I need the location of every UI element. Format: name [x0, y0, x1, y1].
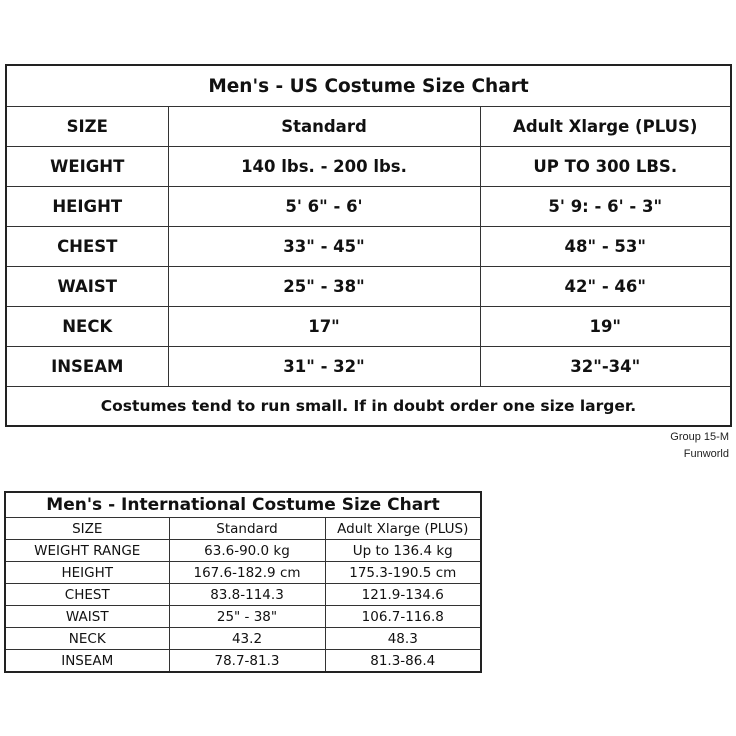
standard-value: 167.6-182.9 cm	[169, 562, 325, 584]
standard-value: 25" - 38"	[169, 606, 325, 628]
intl-size-chart-table	[4, 491, 482, 673]
standard-value: 83.8-114.3	[169, 584, 325, 606]
table-row	[5, 540, 481, 562]
row-label: CHEST	[6, 227, 168, 267]
standard-value: 31" - 32"	[168, 347, 480, 387]
plus-value: 5' 9: - 6' - 3"	[480, 187, 731, 227]
row-label: INSEAM	[5, 650, 169, 673]
row-label: HEIGHT	[6, 187, 168, 227]
plus-value: 32"-34"	[480, 347, 731, 387]
us-chart-note: Costumes tend to run small. If in doubt order one size larger.	[6, 387, 731, 427]
standard-value: 43.2	[169, 628, 325, 650]
standard-value: 33" - 45"	[168, 227, 480, 267]
table-row	[5, 628, 481, 650]
row-label: HEIGHT	[5, 562, 169, 584]
us-header-row	[6, 107, 731, 147]
intl-chart-title: Men's - International Costume Size Chart	[5, 492, 481, 518]
table-row	[5, 650, 481, 673]
plus-value: 106.7-116.8	[325, 606, 481, 628]
standard-value: 25" - 38"	[168, 267, 480, 307]
row-label: CHEST	[5, 584, 169, 606]
plus-value: UP TO 300 LBS.	[480, 147, 731, 187]
credit-brand: Funworld	[683, 448, 729, 460]
table-row	[5, 606, 481, 628]
us-chart-title: Men's - US Costume Size Chart	[6, 65, 731, 107]
table-row	[5, 584, 481, 606]
plus-value: Up to 136.4 kg	[325, 540, 481, 562]
standard-value: 17"	[168, 307, 480, 347]
row-label: NECK	[6, 307, 168, 347]
us-header-size: SIZE	[6, 107, 168, 147]
table-row	[6, 347, 731, 387]
us-header-standard: Standard	[168, 107, 480, 147]
intl-title-row	[5, 492, 481, 518]
row-label: INSEAM	[6, 347, 168, 387]
intl-header-standard: Standard	[169, 518, 325, 540]
table-row	[5, 562, 481, 584]
row-label: WEIGHT	[6, 147, 168, 187]
row-label: WAIST	[6, 267, 168, 307]
standard-value: 63.6-90.0 kg	[169, 540, 325, 562]
us-header-plus: Adult Xlarge (PLUS)	[480, 107, 731, 147]
plus-value: 121.9-134.6	[325, 584, 481, 606]
row-label: WAIST	[5, 606, 169, 628]
credit-group: Group 15-M	[670, 431, 729, 443]
standard-value: 5' 6" - 6'	[168, 187, 480, 227]
table-row	[6, 187, 731, 227]
intl-header-plus: Adult Xlarge (PLUS)	[325, 518, 481, 540]
row-label: NECK	[5, 628, 169, 650]
table-row	[6, 147, 731, 187]
us-title-row	[6, 65, 731, 107]
plus-value: 48" - 53"	[480, 227, 731, 267]
table-row	[6, 227, 731, 267]
plus-value: 19"	[480, 307, 731, 347]
us-note-row	[6, 387, 731, 427]
row-label: WEIGHT RANGE	[5, 540, 169, 562]
plus-value: 42" - 46"	[480, 267, 731, 307]
intl-header-size: SIZE	[5, 518, 169, 540]
table-row	[6, 307, 731, 347]
us-size-chart-table	[5, 64, 732, 427]
plus-value: 175.3-190.5 cm	[325, 562, 481, 584]
standard-value: 140 lbs. - 200 lbs.	[168, 147, 480, 187]
plus-value: 81.3-86.4	[325, 650, 481, 673]
plus-value: 48.3	[325, 628, 481, 650]
standard-value: 78.7-81.3	[169, 650, 325, 673]
intl-header-row	[5, 518, 481, 540]
table-row	[6, 267, 731, 307]
